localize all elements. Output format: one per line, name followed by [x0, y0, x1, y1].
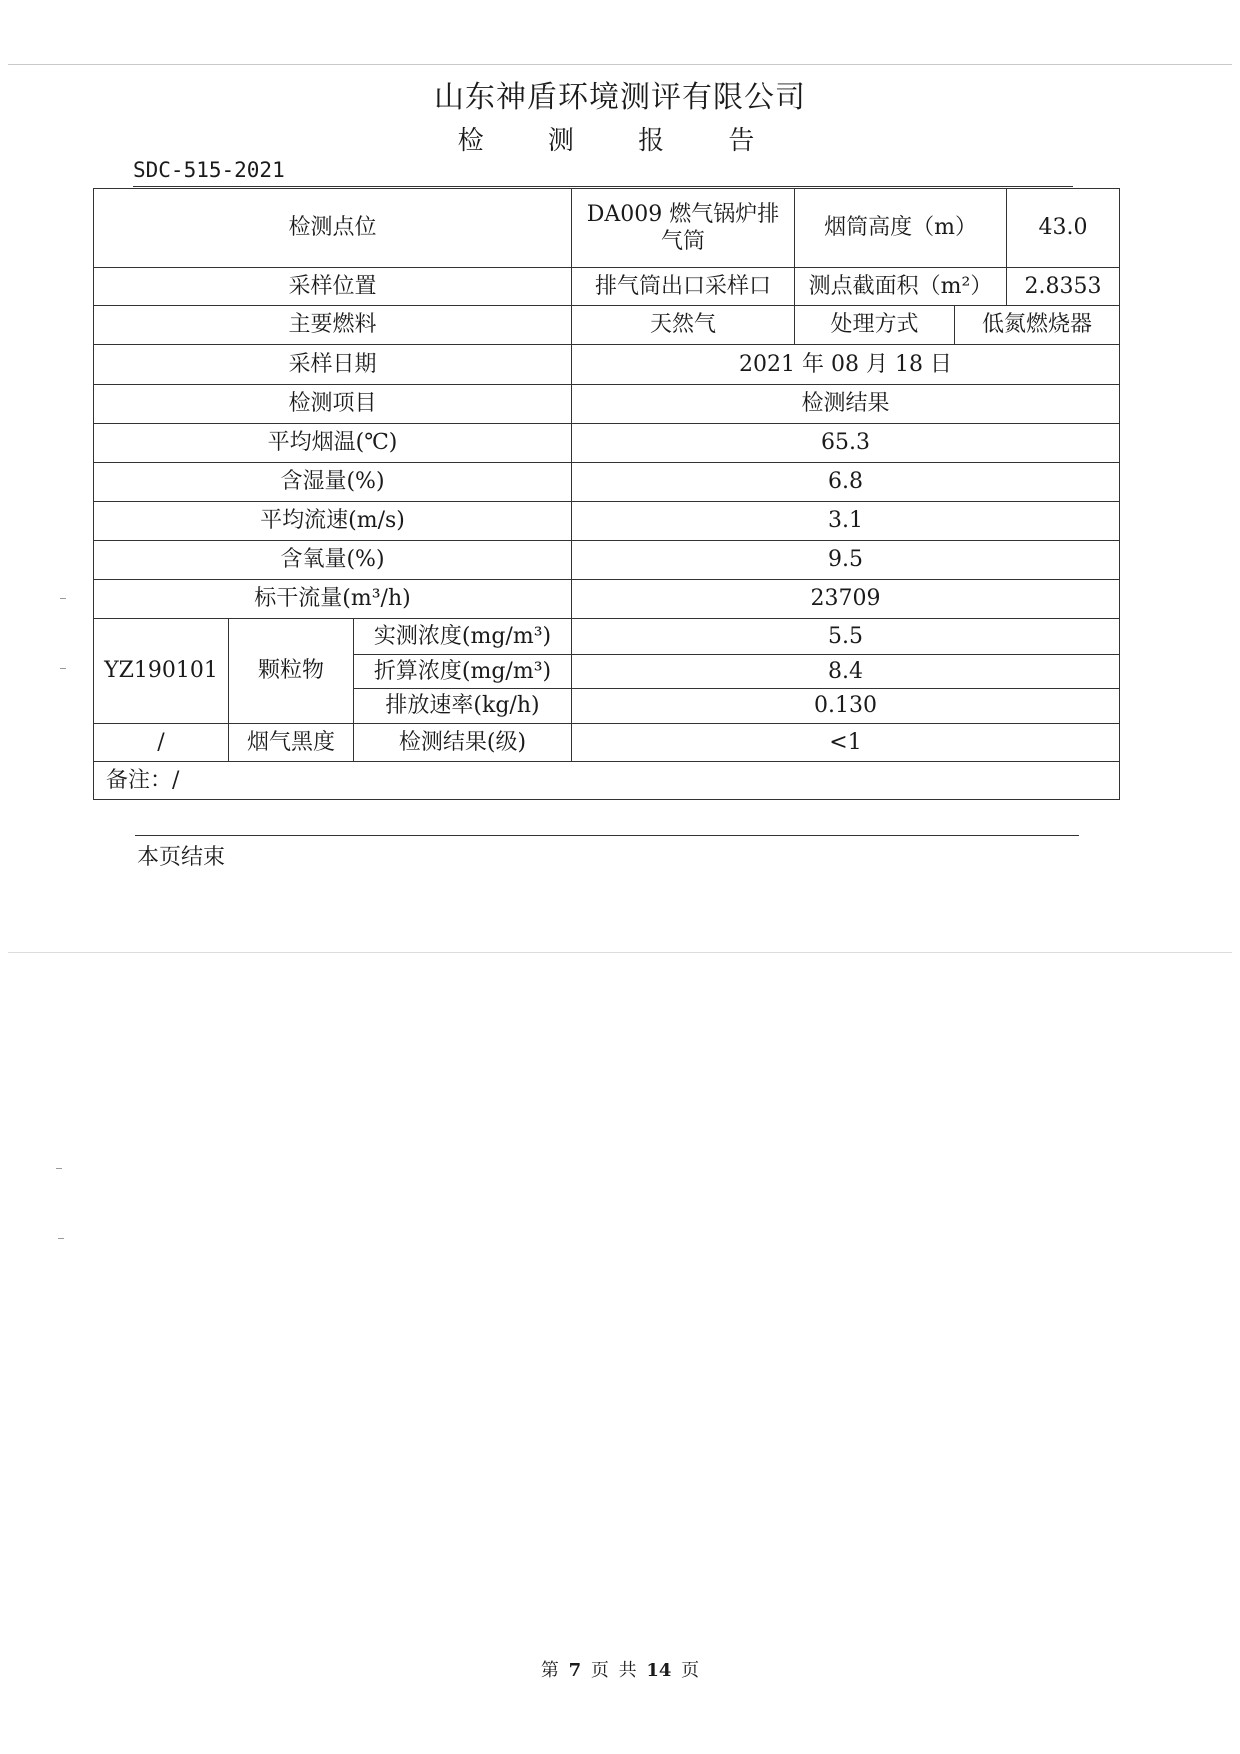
result-header: 检测结果	[572, 385, 1120, 424]
particulate-name: 颗粒物	[229, 619, 354, 724]
param-value: 65.3	[572, 424, 1120, 463]
param-label: 平均烟温(℃)	[94, 424, 572, 463]
param-label: 含氧量(%)	[94, 541, 572, 580]
table-row	[94, 762, 1120, 800]
report-number: SDC-515-2021	[133, 158, 285, 182]
stack-height-label: 烟筒高度（m）	[795, 189, 1007, 268]
particulate-row-value: 8.4	[572, 655, 1120, 689]
particulate-code: YZ190101	[94, 619, 229, 724]
section-area-value: 2.8353	[1007, 268, 1120, 306]
scan-mark	[60, 598, 66, 599]
page-current: 7	[568, 1660, 582, 1681]
scan-bottom-edge	[8, 952, 1232, 953]
test-results-table	[93, 188, 1120, 800]
table-row	[94, 463, 1120, 502]
section-area-label: 测点截面积（m²）	[795, 268, 1007, 306]
item-header: 检测项目	[94, 385, 572, 424]
smoke-code: /	[94, 724, 229, 762]
table-row	[94, 580, 1120, 619]
table-row	[94, 385, 1120, 424]
treatment-label: 处理方式	[795, 306, 955, 345]
particulate-row-value: 5.5	[572, 619, 1120, 655]
table-row	[94, 424, 1120, 463]
treatment-value: 低氮燃烧器	[955, 306, 1120, 345]
table-row	[94, 345, 1120, 385]
scan-mark	[58, 1238, 64, 1239]
particulate-row-value: 0.130	[572, 689, 1120, 724]
report-title: 检 测 报 告	[457, 126, 783, 156]
smoke-name: 烟气黑度	[229, 724, 354, 762]
table-row	[94, 724, 1120, 762]
param-value: 23709	[572, 580, 1120, 619]
table-row	[94, 189, 1120, 268]
scan-mark	[60, 668, 66, 669]
page-suffix: 页	[681, 1660, 700, 1681]
particulate-row-label: 折算浓度(mg/m³)	[354, 655, 572, 689]
header-divider	[133, 186, 1073, 187]
table-row	[94, 541, 1120, 580]
point-label: 检测点位	[94, 189, 572, 268]
page-number	[0, 1656, 1240, 1682]
end-of-page-note: 本页结束	[137, 845, 226, 870]
sampling-position-label: 采样位置	[94, 268, 572, 306]
table-row	[94, 306, 1120, 345]
page-total: 14	[646, 1660, 672, 1681]
param-label: 含湿量(%)	[94, 463, 572, 502]
fuel-label: 主要燃料	[94, 306, 572, 345]
scan-mark	[56, 1168, 62, 1169]
sampling-position-value: 排气筒出口采样口	[572, 268, 795, 306]
table-row	[94, 502, 1120, 541]
sampling-date-label: 采样日期	[94, 345, 572, 385]
end-divider	[135, 835, 1079, 836]
fuel-value: 天然气	[572, 306, 795, 345]
stack-height-value: 43.0	[1007, 189, 1120, 268]
smoke-value: <1	[572, 724, 1120, 762]
page-middle: 页 共	[590, 1660, 637, 1681]
particulate-row-label: 排放速率(kg/h)	[354, 689, 572, 724]
point-value: DA009 燃气锅炉排气筒	[572, 189, 795, 268]
param-label: 标干流量(m³/h)	[94, 580, 572, 619]
smoke-label: 检测结果(级)	[354, 724, 572, 762]
particulate-row-label: 实测浓度(mg/m³)	[354, 619, 572, 655]
company-name: 山东神盾环境测评有限公司	[434, 80, 806, 115]
sampling-date-value: 2021 年 08 月 18 日	[572, 345, 1120, 385]
param-value: 6.8	[572, 463, 1120, 502]
table-row	[94, 619, 1120, 655]
remark: 备注：/	[94, 762, 1120, 800]
param-value: 3.1	[572, 502, 1120, 541]
scan-top-edge	[8, 64, 1232, 65]
table-row	[94, 268, 1120, 306]
param-value: 9.5	[572, 541, 1120, 580]
page-prefix: 第	[540, 1660, 559, 1681]
param-label: 平均流速(m/s)	[94, 502, 572, 541]
